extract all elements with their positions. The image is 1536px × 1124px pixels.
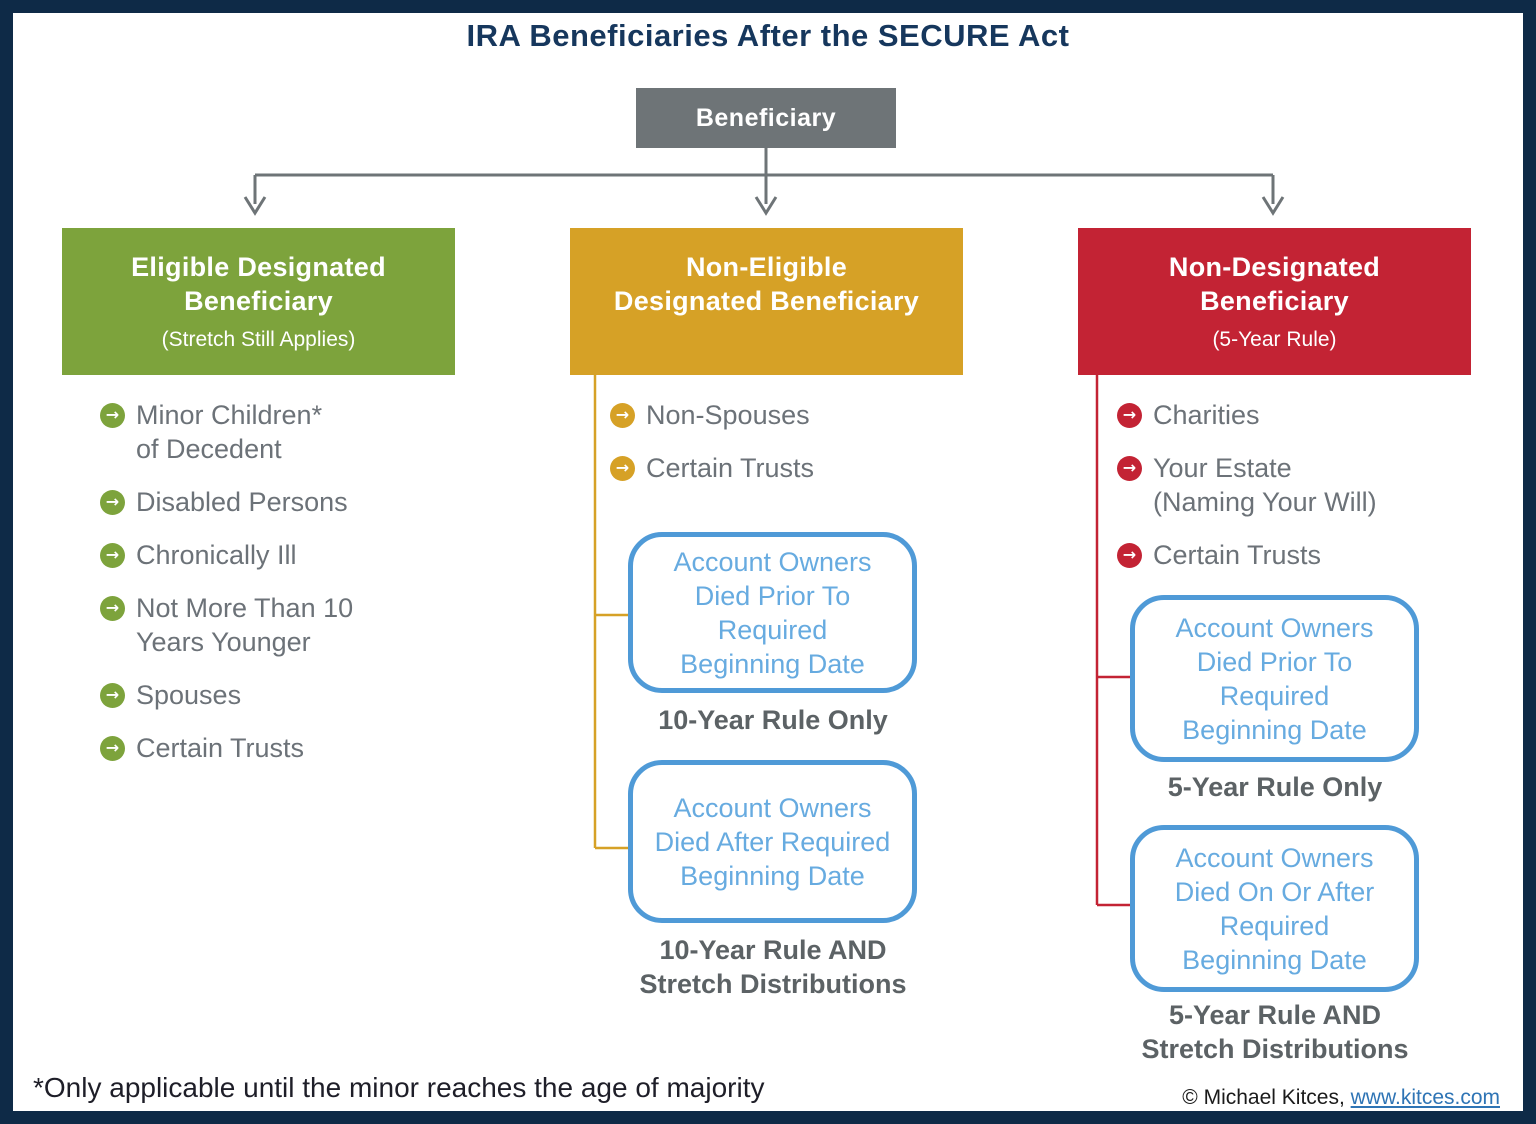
header-subtitle: (Stretch Still Applies) (161, 328, 356, 351)
root-node-beneficiary: Beneficiary (636, 88, 896, 148)
eligible-beneficiary-list (100, 398, 485, 765)
header-non-designated-beneficiary (1078, 228, 1471, 375)
arrow-right-bullet-icon: → (610, 403, 635, 428)
header-title-line: Designated Beneficiary (613, 286, 920, 316)
arrow-right-bullet-icon: → (100, 683, 125, 708)
header-title-line: Non-Designated (1168, 252, 1381, 282)
list-item (100, 678, 485, 712)
list-item-label: Not More Than 10 Years Younger (136, 593, 354, 657)
arrow-right-bullet-icon: → (100, 403, 125, 428)
list-item (1117, 451, 1482, 519)
list-item-label: Certain Trusts (646, 453, 815, 483)
page-title: IRA Beneficiaries After the SECURE Act (466, 18, 1070, 53)
copyright-text: © Michael Kitces, (1182, 1086, 1351, 1109)
condition-box-died-prior-rbd: Account Owners Died Prior To Required Beginning Date (628, 532, 917, 693)
header-title-line: Non-Eligible (685, 252, 848, 282)
list-item-label: Chronically Ill (136, 540, 297, 570)
list-item-label: Charities (1153, 400, 1260, 430)
list-item-label: Minor Children* of Decedent (136, 400, 323, 464)
condition-box-died-prior-rbd: Account Owners Died Prior To Required Beginning Date (1130, 595, 1419, 762)
arrow-right-bullet-icon: → (1117, 543, 1142, 568)
list-item (1117, 538, 1482, 572)
non-designated-beneficiary-list (1117, 398, 1482, 572)
list-item (100, 591, 485, 659)
arrow-right-bullet-icon: → (100, 490, 125, 515)
rule-label-5-year-and-stretch: 5-Year Rule AND Stretch Distributions (1141, 1000, 1409, 1064)
rule-label-5-year-only: 5-Year Rule Only (1167, 772, 1383, 802)
header-title-line: Eligible Designated (131, 252, 386, 282)
non-eligible-beneficiary-list (610, 398, 955, 485)
header-non-eligible-designated-beneficiary (570, 228, 963, 375)
list-item-label: Spouses (136, 680, 242, 710)
list-item-label: Non-Spouses (646, 400, 810, 430)
arrow-right-bullet-icon: → (1117, 403, 1142, 428)
list-item (100, 398, 485, 466)
footnote-minor-asterisk: *Only applicable until the minor reaches the age of majority (33, 1072, 765, 1103)
list-item (610, 398, 955, 432)
list-item (100, 538, 485, 572)
arrow-right-bullet-icon: → (1117, 456, 1142, 481)
tree-connector (245, 148, 1283, 213)
list-item (610, 451, 955, 485)
list-item (100, 485, 485, 519)
list-item-label: Your Estate (Naming Your Will) (1153, 453, 1377, 517)
condition-box-died-on-or-after-rbd: Account Owners Died On Or After Required Beginning Date (1130, 825, 1419, 992)
header-subtitle: (5-Year Rule) (1212, 328, 1337, 351)
list-item-label: Certain Trusts (1153, 540, 1322, 570)
condition-box-died-after-rbd: Account Owners Died After Required Beginning Date (628, 760, 917, 923)
copyright-line (1182, 1086, 1500, 1110)
header-title-line: Beneficiary (1200, 286, 1349, 316)
arrow-right-bullet-icon: → (100, 596, 125, 621)
list-item-label: Disabled Persons (136, 487, 348, 517)
list-item (1117, 398, 1482, 432)
header-title-line: Beneficiary (184, 286, 333, 316)
arrow-right-bullet-icon: → (610, 456, 635, 481)
arrow-right-bullet-icon: → (100, 736, 125, 761)
rule-label-10-year-only: 10-Year Rule Only (658, 705, 888, 735)
list-item (100, 731, 485, 765)
header-eligible-designated-beneficiary (62, 228, 455, 375)
rule-label-10-year-and-stretch: 10-Year Rule AND Stretch Distributions (639, 935, 907, 999)
list-item-label: Certain Trusts (136, 733, 305, 763)
arrow-right-bullet-icon: → (100, 543, 125, 568)
kitces-link[interactable]: www.kitces.com (1350, 1086, 1500, 1109)
